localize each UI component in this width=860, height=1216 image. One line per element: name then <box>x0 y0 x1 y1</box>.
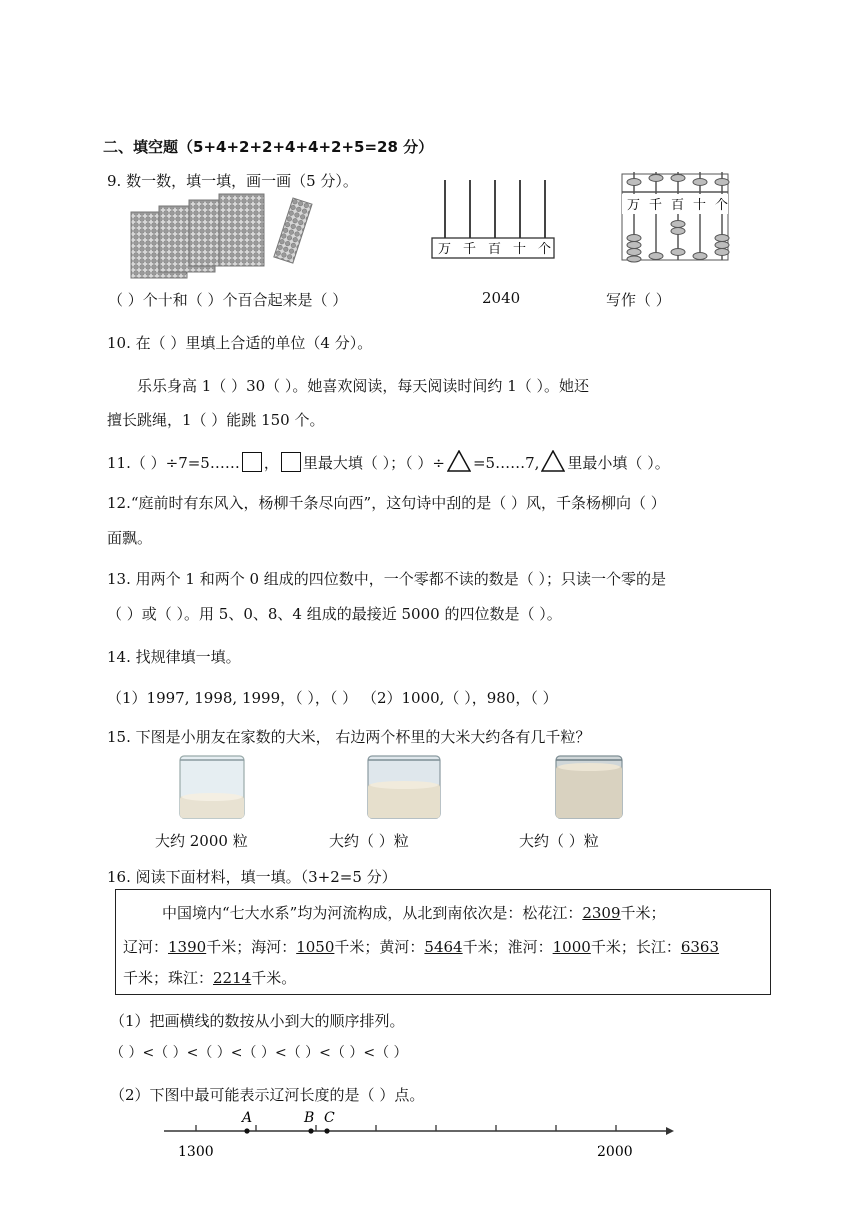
text: 中国境内“七大水系”均为河流构成，从北到南依次是：松花江： <box>162 904 583 922</box>
text: 千米；海河： <box>206 938 297 956</box>
q14-line: （1）1997, 1998, 1999，（ ），（ ） （2）1000,（ ），980，（ ） <box>107 689 558 707</box>
q16-sub2: （2）下图中最可能表示辽河长度的是（ ）点。 <box>110 1086 425 1104</box>
value-zhu: 2214 <box>213 969 252 987</box>
q11-part5: 里最小填（ ）。 <box>567 454 670 472</box>
abacus-label-shi: 十 <box>513 242 527 257</box>
text: 千米；黄河： <box>334 938 425 956</box>
rice-beaker-3 <box>552 754 626 820</box>
q11-part3: 里最大填（ ）；（ ）÷ <box>302 454 445 472</box>
q11-part1: 11.（ ）÷7=5…… <box>107 454 240 472</box>
value-huai: 1000 <box>552 938 591 956</box>
q16-box-line2 <box>123 936 719 957</box>
q16-sub1-blanks: （ ）<（ ）<（ ）<（ ）<（ ）<（ ）<（ ） <box>110 1045 408 1061</box>
q16-sub1: （1）把画横线的数按从小到大的顺序排列。 <box>110 1012 405 1030</box>
value-hai: 1050 <box>296 938 335 956</box>
value-chang: 6363 <box>680 938 720 956</box>
abacus-label-qian: 千 <box>463 242 477 257</box>
abacus-label-bai: 百 <box>488 242 502 257</box>
abacus-label-ge: 个 <box>538 242 552 257</box>
triangle-shape-icon <box>541 450 565 472</box>
text: 辽河： <box>123 938 169 956</box>
q13-line2: （ ）或（ ）。用 5、0、8、4 组成的最接近 5000 的四位数是（ ）。 <box>107 605 562 623</box>
q15-title: 15. 下图是小朋友在家数的大米， 右边两个杯里的大米大约各有几千粒？ <box>107 728 591 746</box>
text: 千米；淮河： <box>462 938 553 956</box>
q10-line1: 乐乐身高 1（ ）30（ ）。她喜欢阅读，每天阅读时间约 1（ ）。她还 <box>137 377 590 395</box>
point-b-label: B <box>304 1110 315 1126</box>
q9-answer-left: （ ）个十和（ ）个百合起来是（ ） <box>108 291 348 309</box>
value-liao: 1390 <box>168 938 207 956</box>
q16-box-line1 <box>162 902 666 923</box>
number-line <box>160 1106 680 1164</box>
q10-line2: 擅长跳绳，1（ ）能跳 150 个。 <box>107 411 325 429</box>
suanpan-label-bai: 百 <box>671 198 685 213</box>
q11-part4: =5……7, <box>472 454 540 472</box>
bead-grid-illustration <box>127 192 347 284</box>
q9-write: 写作（ ） <box>606 291 671 309</box>
q15-label-1: 大约 2000 粒 <box>155 832 248 850</box>
triangle-shape-icon <box>447 450 471 472</box>
q9-number: 2040 <box>482 289 521 307</box>
empty-abacus <box>428 178 558 262</box>
q15-label-3: 大约（ ）粒 <box>519 832 599 850</box>
q15-label-2: 大约（ ）粒 <box>329 832 409 850</box>
q16-title: 16. 阅读下面材料，填一填。（3+2=5 分） <box>107 868 397 886</box>
text: 千米；珠江： <box>123 969 214 987</box>
text: 千米；长江： <box>590 938 681 956</box>
q14-title: 14. 找规律填一填。 <box>107 648 241 666</box>
bead-abacus <box>620 172 730 264</box>
q11-line <box>107 450 670 473</box>
q11-part2: ， <box>263 454 279 472</box>
numberline-end-label: 2000 <box>597 1144 633 1160</box>
rice-beaker-1 <box>176 754 248 820</box>
point-a-label: A <box>242 1110 253 1126</box>
abacus-label-wan: 万 <box>438 242 452 257</box>
q16-box-line3 <box>123 967 296 988</box>
square-shape-icon <box>281 452 301 472</box>
q13-line1: 13. 用两个 1 和两个 0 组成的四位数中，一个零都不读的数是（ ）；只读一个零的是 <box>107 570 667 588</box>
q9-title: 9. 数一数，填一填，画一画（5 分）。 <box>107 172 358 190</box>
q10-title: 10. 在（ ）里填上合适的单位（4 分）。 <box>107 334 373 352</box>
q12-line2: 面飘。 <box>107 529 153 547</box>
suanpan-label-wan: 万 <box>627 198 641 213</box>
point-c-label: C <box>324 1110 335 1126</box>
square-shape-icon <box>242 452 262 472</box>
text: 千米； <box>620 904 666 922</box>
suanpan-label-shi: 十 <box>693 198 707 213</box>
value-songhua: 2309 <box>582 904 621 922</box>
numberline-start-label: 1300 <box>178 1144 214 1160</box>
value-huang: 5464 <box>424 938 463 956</box>
text: 千米。 <box>251 969 297 987</box>
q12-line1: 12.“庭前时有东风入，杨柳千条尽向西”，这句诗中刮的是（ ）风，千条杨柳向（ ） <box>107 494 666 512</box>
rice-beaker-2 <box>364 754 444 820</box>
suanpan-label-qian: 千 <box>649 198 663 213</box>
section-title: 二、填空题（5+4+2+2+4+4+2+5=28 分） <box>103 138 434 156</box>
suanpan-label-ge: 个 <box>715 198 729 213</box>
